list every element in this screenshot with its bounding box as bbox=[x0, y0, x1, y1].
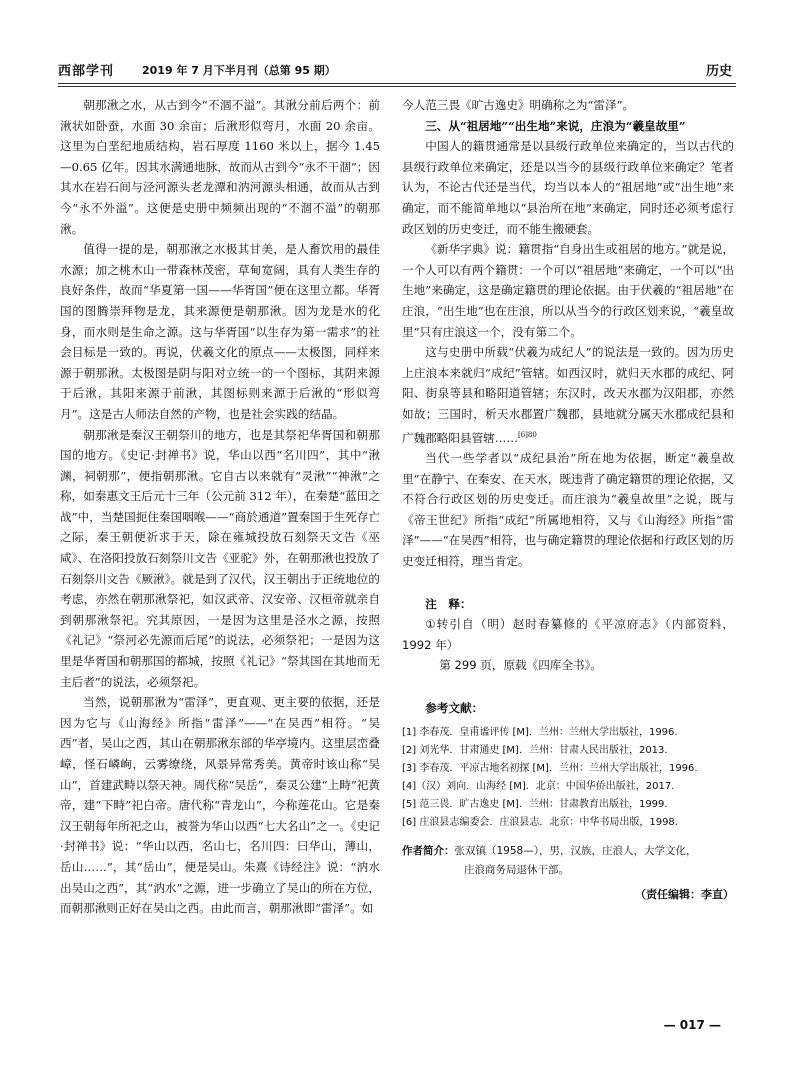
reference-item: [1] 李春茂．皇甫谧评传 [M]．兰州：兰州大学出版社，1996. bbox=[402, 727, 678, 739]
paragraph-text: 这与史册中所载“伏羲为成纪人”的说法是一致的。因为历史上庄浪本来就归“成纪”管辖。如西汉时，就归天水郡的成纪、阿阳、街泉等县和略阳道管辖；东汉时，改天水郡为汉阳郡，亦然如故；三国时，析天水郡置广魏郡，县地就分属天水郡成纪县和广魏郡略阳县管辖…… bbox=[402, 345, 734, 445]
reference-item: [4]（汉）刘向．山海经 [M]．北京：中国华侨出版社，2017. bbox=[402, 781, 675, 793]
author-label: 作者简介： bbox=[402, 845, 455, 858]
section-heading: 三、从“祖居地”“出生地”来说，庄浪为“羲皇故里” bbox=[425, 118, 686, 133]
header-rule-2 bbox=[58, 86, 736, 87]
author-line: 张双镇（1958—），男，汉族，庄浪人，大学文化， bbox=[454, 845, 697, 858]
section-label: 历史 bbox=[705, 64, 732, 79]
body-paragraph: 中国人的籍贯通常是以县级行政单位来确定的，当以古代的县级行政单位来确定，还是以当今的县级行政单位来确定？笔者认为，不论古代还是当代，均当以本人的“祖居地”或“出生地”来确定，而不能简单地以“县治所在地”来确定，同时还必须考虑行政区划的历史变迁，而不能生搬硬套。 bbox=[402, 139, 734, 236]
note-line: ①转引自（明）赵时春纂修的《平凉府志》（内部资料，1992 年） bbox=[402, 617, 734, 652]
note-item bbox=[402, 614, 734, 676]
notes-section bbox=[402, 594, 734, 676]
page-header bbox=[58, 60, 736, 82]
reference-item: [2] 刘光华．甘肃通史 [M]．兰州：甘肃人民出版社，2013. bbox=[402, 745, 668, 757]
left-column bbox=[60, 95, 380, 919]
note-line: 第 299 页，原载《四库全书》。 bbox=[439, 658, 603, 673]
author-line: 庄浪商务局退休干部。 bbox=[464, 864, 569, 877]
body-paragraph-continued: 今人范三畏《旷古逸史》明确称之为“雷泽”。 bbox=[402, 98, 635, 112]
body-paragraph: 《新华字典》说：籍贯指“自身出生或祖居的地方。”就是说，一个人可以有两个籍贯：一个可以“祖居地”来确定，一个可以“出生地”来确定，这是确定籍贯的理论依据。由于伏羲的“祖居地”在庄浪，“出生地”也在庄浪，所以从当今的行政区划来说，“羲皇故里”只有庄浪这一个，没有第二个。 bbox=[402, 242, 734, 339]
body-paragraph: 当然，说朝那湫为“雷泽”，更直观、更主要的依据，还是因为它与《山海经》所指“雷泽”——“在吴西”相符。“吴西”者，吴山之西，其山在朝那湫东部的华亭境内。这里层峦叠嶂，怪石嶙峋，云雾缭绕，风景异常秀美。黄帝时该山称“吴山”，首建武畤以祭天神。周代称“吴岳”，秦灵公建“上畤”祀黄帝，建“下畤”祀白帝。唐代称“青龙山”，今称莲花山。它是秦汉王朝每年所祀之山，被誉为华山以西“七大名山”之一。《史记·封禅书》说：“华山以西，名山七，名川四：曰华山，薄山，岳山……”，其“岳山”，便是吴山。朱熹《诗经注》说：“汭水出吴山之西”，其“汭水”之源，进一步确立了吴山的所在方位，而朝那湫则正好在吴山之西。由此而言，朝那湫即“雷泽”。如 bbox=[60, 695, 380, 916]
page-number: — 017 — bbox=[663, 1018, 721, 1032]
issue-info: 2019 年 7 月下半月刊（总第 95 期） bbox=[142, 64, 336, 77]
reference-item: [3] 李春茂．平凉古地名初探 [M]．兰州：兰州大学出版社，1996. bbox=[402, 763, 698, 775]
reference-item: [6] 庄浪县志编委会．庄浪县志．北京：中华书局出版，1998. bbox=[402, 817, 678, 829]
references-section bbox=[402, 698, 734, 833]
author-bio bbox=[402, 842, 734, 880]
journal-title: 西部学刊 bbox=[58, 64, 115, 79]
footnote-reference: [6]80 bbox=[517, 430, 537, 439]
body-paragraph: 朝那湫之水，从古到今“不涸不溢”。其湫分前后两个：前湫状如卧蚕，水面 30 余亩；后湫形似弯月，水面 20 余亩。这里为白垩纪地质结构，岩石厚度 1160 米以上，据今 1.45—0.65 亿年。因其水满通地脉，故而从古到今“永不干涸”；因其水在岩石间与泾河源头老龙潭和汭河源头相通，故而从古到今“永不外溢”。这便是史册中频频出现的“不涸不溢”的朝那湫。 bbox=[60, 98, 380, 236]
right-column bbox=[402, 95, 734, 902]
body-paragraph bbox=[402, 342, 734, 448]
notes-title: 注 释： bbox=[425, 596, 472, 611]
body-paragraph: 朝那湫是秦汉王朝祭川的地方，也是其祭祀华胥国和朝那国的地方。《史记·封禅书》说，华山以西“名川四”，其中“湫渊，祠朝那”，便指朝那湫。它自古以来就有“灵湫”“神湫”之称，如秦惠文王后元十三年（公元前 312 年），在秦楚“蓝田之战”中，当楚国扼住秦国咽喉——“商於通道”置秦国于生死存亡之际，秦王朝便祈求于天，除在雍城投放石刻祭天文告《巫咸》、在洛阳投放石刻祭川文告《亚驼》外，在朝那湫也投放了石刻祭川文告《厥湫》。就是到了汉代，汉王朝出于正统地位的考虑，亦然在朝那湫祭祀，如汉武帝、汉安帝、汉桓帝就亲自到朝那湫祭祀。究其原因，一是因为这里是泾水之源，按照《礼记》“祭河必先源而后尾”的说法，必须祭祀；一是因为这里是华胥国和朝那国的都城，按照《礼记》“祭其国在其地而无主后者”的说法，必须祭祀。 bbox=[60, 427, 380, 689]
body-paragraph: 值得一提的是，朝那湫之水极其甘美，是人畜饮用的最佳水源；加之桃木山一带森林茂密，草甸宽阔，具有人类生存的良好条件，故而“华夏第一国——华胥国”便在这里立都。华胥国的图腾崇拜物是龙，其来源便是朝那湫。因为龙是水的化身，而水则是生命之源。这与华胥国“以生存为第一需求”的社会目标是一致的。再说，伏羲文化的原点——太极图，同样来源于朝那湫。太极图是阴与阳对立统一的一个图标，其阴来源于后湫，其阳来源于前湫，其图标则来源于后湫的“形似弯月”。这是古人师法自然的产物，也是社会实践的结晶。 bbox=[60, 242, 380, 421]
header-rule bbox=[58, 83, 736, 84]
references-list bbox=[402, 724, 734, 832]
references-title: 参考文献： bbox=[425, 700, 484, 715]
body-paragraph: 当代一些学者以“成纪县治”所在地为依据，断定“羲皇故里”在静宁、在秦安、在天水，既违背了确定籍贯的理论依据，又不符合行政区划的历史变迁。而庄浪为“羲皇故里”之说，既与《帝王世纪》所指“成纪”所属地相符，又与《山海经》所指“雷泽”——“在吴西”相符，也与确定籍贯的理论依据和行政区划的历史变迁相符，理当肯定。 bbox=[402, 450, 734, 568]
reference-item: [5] 范三畏．旷古逸史 [M]．兰州：甘肃教育出版社，1999. bbox=[402, 799, 668, 811]
editor-credit: （责任编辑：李直） bbox=[635, 888, 734, 902]
